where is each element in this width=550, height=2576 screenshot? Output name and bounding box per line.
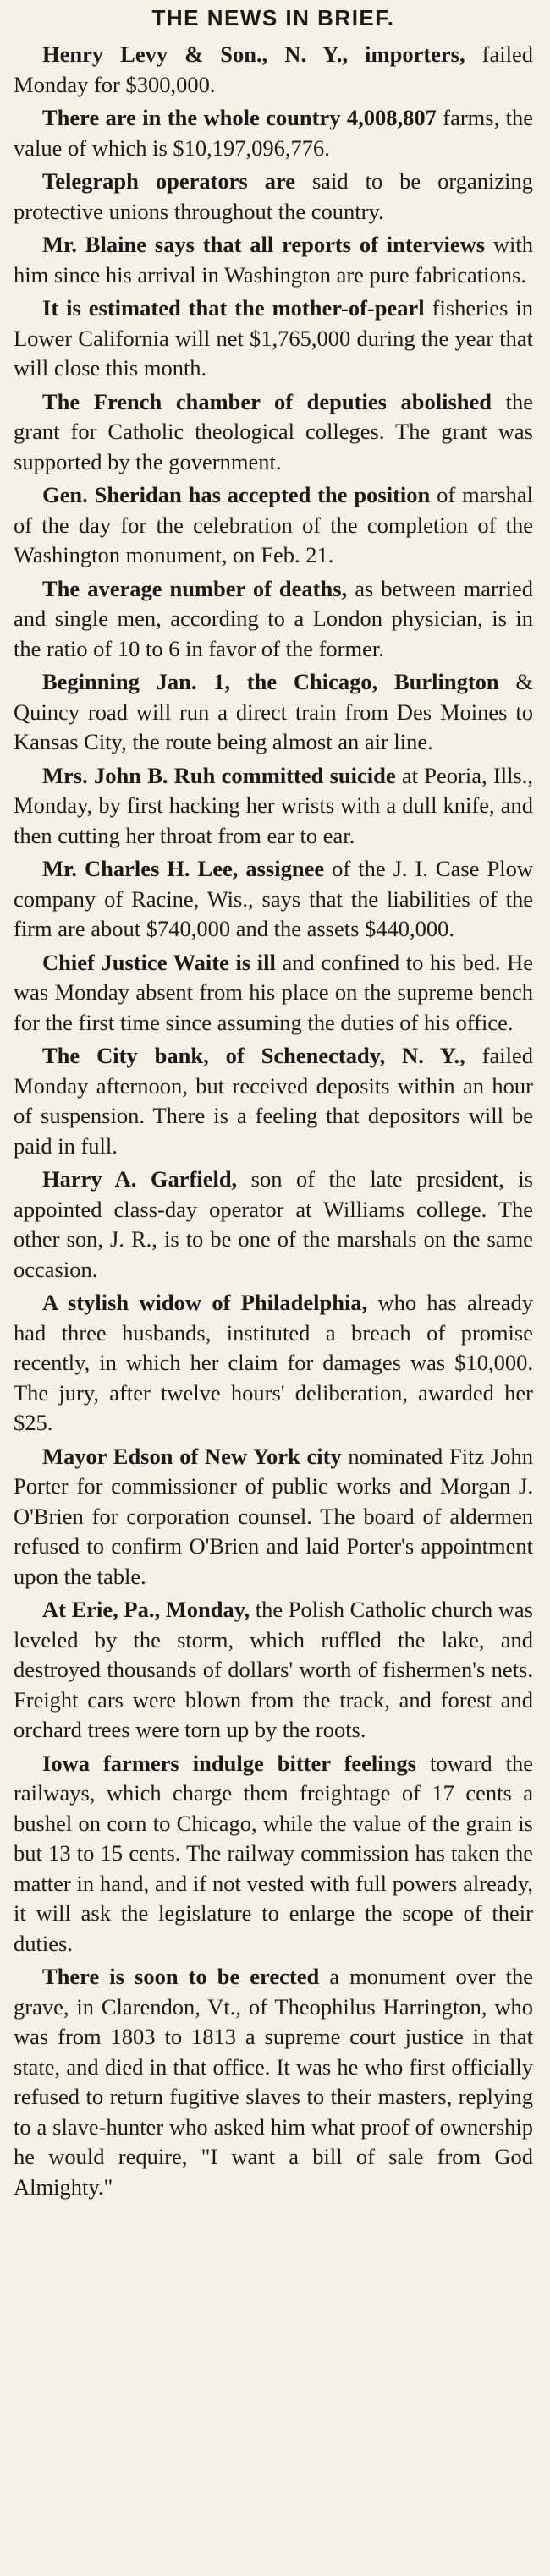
news-item-body: and confined to his bed. He was Monday absent from his place on the supreme bench for the first time since assuming the duties of his office. bbox=[14, 949, 533, 1035]
news-item-lead: Telegraph operators are bbox=[42, 168, 295, 194]
news-item-body: the grant for Catholic theological colleges. The grant was supported by the government. bbox=[14, 388, 533, 474]
news-item-body: who has already had three husbands, instituted a breach of promise recently, in which her claim for damages was $10,000. The jury, after twelve hours' deliberation, awarded her $25. bbox=[14, 1290, 534, 1435]
news-item-lead: Mayor Edson of New York city bbox=[42, 1443, 342, 1469]
news-item-body: failed Monday afternoon, but received deposits within an hour of suspension. There is a feeling that depositors will be paid in full. bbox=[14, 1043, 533, 1159]
news-item-lead: The average number of deaths, bbox=[42, 575, 348, 601]
news-item bbox=[14, 1962, 533, 2202]
news-item-body: farms, the value of which is $10,197,096,776. bbox=[14, 105, 533, 161]
news-item-body: at Peoria, Ills., Monday, by first hacking her wrists with a dull knife, and then cutting her throat from ear to ear. bbox=[14, 762, 533, 848]
news-item-lead: Iowa farmers indulge bitter feelings bbox=[42, 1750, 416, 1776]
news-item-body: a monument over the grave, in Clarendon, Vt., of Theophilus Harrington, who was from 1803 to 1813 a supreme court justice in that state, and died in that office. It was he who first officially refused to return fugitive slaves to their masters, replying to a slave-hunter who asked him what proof of ownership he would require, "I want a bill of sale from God Almighty." bbox=[14, 1964, 533, 2200]
news-item-lead: Beginning Jan. 1, the Chicago, Burlington bbox=[42, 669, 499, 694]
news-item bbox=[14, 1288, 533, 1439]
news-item-body: the Polish Catholic church was leveled by the storm, which ruffled the lake, and destroyed thousands of dollars' worth of fishermen's nets. Freight cars were blown from the track, and forest and orchard trees were torn up by the roots. bbox=[14, 1597, 533, 1742]
news-item bbox=[14, 948, 533, 1039]
news-item bbox=[14, 387, 533, 478]
news-item-lead: There is soon to be erected bbox=[42, 1964, 320, 1989]
news-item-body: with him since his arrival in Washington are pure fabrications. bbox=[14, 232, 533, 288]
news-item bbox=[14, 167, 533, 227]
news-item-lead: Mr. Blaine says that all reports of interviews bbox=[42, 232, 486, 257]
news-item-body: said to be organizing protective unions throughout the country. bbox=[14, 168, 533, 224]
news-item bbox=[14, 230, 533, 290]
news-item bbox=[14, 40, 533, 100]
news-item bbox=[14, 103, 533, 163]
news-item bbox=[14, 574, 533, 665]
news-item-lead: It is estimated that the mother-of-pearl bbox=[42, 295, 425, 321]
news-item-body: & Quincy road will run a direct train from Des Moines to Kansas City, the route being almost an air line. bbox=[14, 669, 533, 754]
news-item-body: nominated Fitz John Porter for commissioner of public works and Morgan J. O'Brien for corporation counsel. The board of aldermen refused to confirm O'Brien and laid Porter's appointment upon the table. bbox=[14, 1443, 533, 1589]
news-item bbox=[14, 480, 533, 571]
news-item-body: toward the railways, which charge them freightage of 17 cents a bushel on corn to Chicago, while the value of the grain is but 13 to 15 cents. The railway commission has taken the matter in hand, and if not vested with full powers already, it will ask the legislature to enlarge the scope of their duties. bbox=[14, 1750, 533, 1956]
news-item bbox=[14, 293, 533, 384]
news-item-lead: The City bank, of Schenectady, N. Y., bbox=[42, 1043, 465, 1068]
news-item-lead: Chief Justice Waite is ill bbox=[42, 949, 276, 975]
news-item-lead: At Erie, Pa., Monday, bbox=[42, 1597, 250, 1622]
news-item bbox=[14, 761, 533, 852]
news-item-body: failed Monday for $300,000. bbox=[14, 41, 533, 97]
news-item-body: fisheries in Lower California will net $1,765,000 during the year that will close this month. bbox=[14, 295, 533, 381]
news-item-lead: The French chamber of deputies abolished bbox=[42, 388, 492, 414]
news-item-lead: Mrs. John B. Ruh committed suicide bbox=[42, 762, 396, 788]
news-item-lead: Mr. Charles H. Lee, assignee bbox=[42, 856, 325, 881]
news-item-body: son of the late president, is appointed class-day operator at Williams college. The other son, J. R., is to be one of the marshals on the same occasion. bbox=[14, 1166, 533, 1282]
news-item bbox=[14, 854, 533, 945]
news-item bbox=[14, 1041, 533, 1161]
news-item bbox=[14, 1165, 533, 1285]
news-item-body: as between married and single men, according to a London physician, is in the ratio of 10 to 6 in favor of the former. bbox=[14, 575, 533, 661]
news-item-body: of the J. I. Case Plow company of Racine, Wis., says that the liabilities of the firm are about $740,000 and the assets $440,000. bbox=[14, 856, 533, 941]
news-item-body: of marshal of the day for the celebration of the completion of the Washington monument, on Feb. 21. bbox=[14, 482, 533, 567]
news-item-lead: Henry Levy & Son., N. Y., importers, bbox=[42, 41, 465, 67]
news-item-lead: There are in the whole country 4,008,807 bbox=[42, 105, 437, 130]
news-item bbox=[14, 1442, 533, 1592]
news-item bbox=[14, 1595, 533, 1746]
news-item-lead: A stylish widow of Philadelphia, bbox=[42, 1290, 368, 1315]
news-item-lead: Gen. Sheridan has accepted the position bbox=[42, 482, 431, 507]
news-item bbox=[14, 667, 533, 758]
news-item-lead: Harry A. Garfield, bbox=[42, 1166, 238, 1192]
news-item bbox=[14, 1749, 533, 1959]
page-title: THE NEWS IN BRIEF. bbox=[151, 5, 395, 30]
